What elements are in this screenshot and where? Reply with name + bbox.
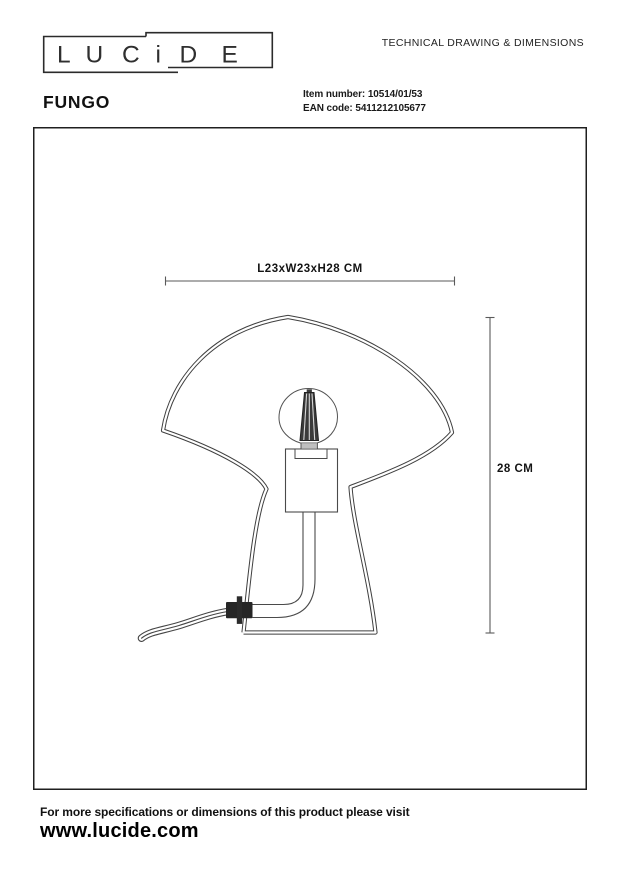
power-cord [142, 612, 229, 639]
width-dimension-label: L23xW23xH28 CM [257, 263, 363, 275]
height-dimension-label: 28 CM [497, 463, 534, 475]
lucide-logo [40, 26, 280, 78]
lamp-technical-drawing [33, 127, 587, 790]
lamp-socket [286, 449, 338, 512]
ean-value: 5411212105677 [355, 102, 426, 114]
logo-letter: L [57, 41, 71, 69]
bulb-screw-base [301, 443, 317, 449]
ean-label: EAN code: [303, 102, 353, 114]
logo-letter: C [122, 41, 140, 69]
item-number-label: Item number: [303, 89, 366, 100]
product-name: FUNGO [43, 92, 111, 112]
ean-row [303, 102, 426, 116]
doc-title: TECHNICAL DRAWING & DIMENSIONS [381, 37, 584, 49]
item-number-row [303, 88, 426, 102]
product-codes [303, 88, 426, 115]
height-dimension-line [486, 318, 495, 634]
logo-letter: E [221, 41, 238, 69]
footer-note: For more specifications or dimensions of this product please visit [40, 805, 410, 819]
logo-letter: i [155, 41, 161, 69]
website-url: www.lucide.com [40, 820, 199, 842]
logo-frame-right [146, 33, 272, 68]
item-number-value: 10514/01/53 [367, 89, 423, 100]
width-dimension-line [166, 277, 455, 286]
logo-letter: D [179, 41, 198, 69]
logo-letter: U [85, 41, 104, 69]
